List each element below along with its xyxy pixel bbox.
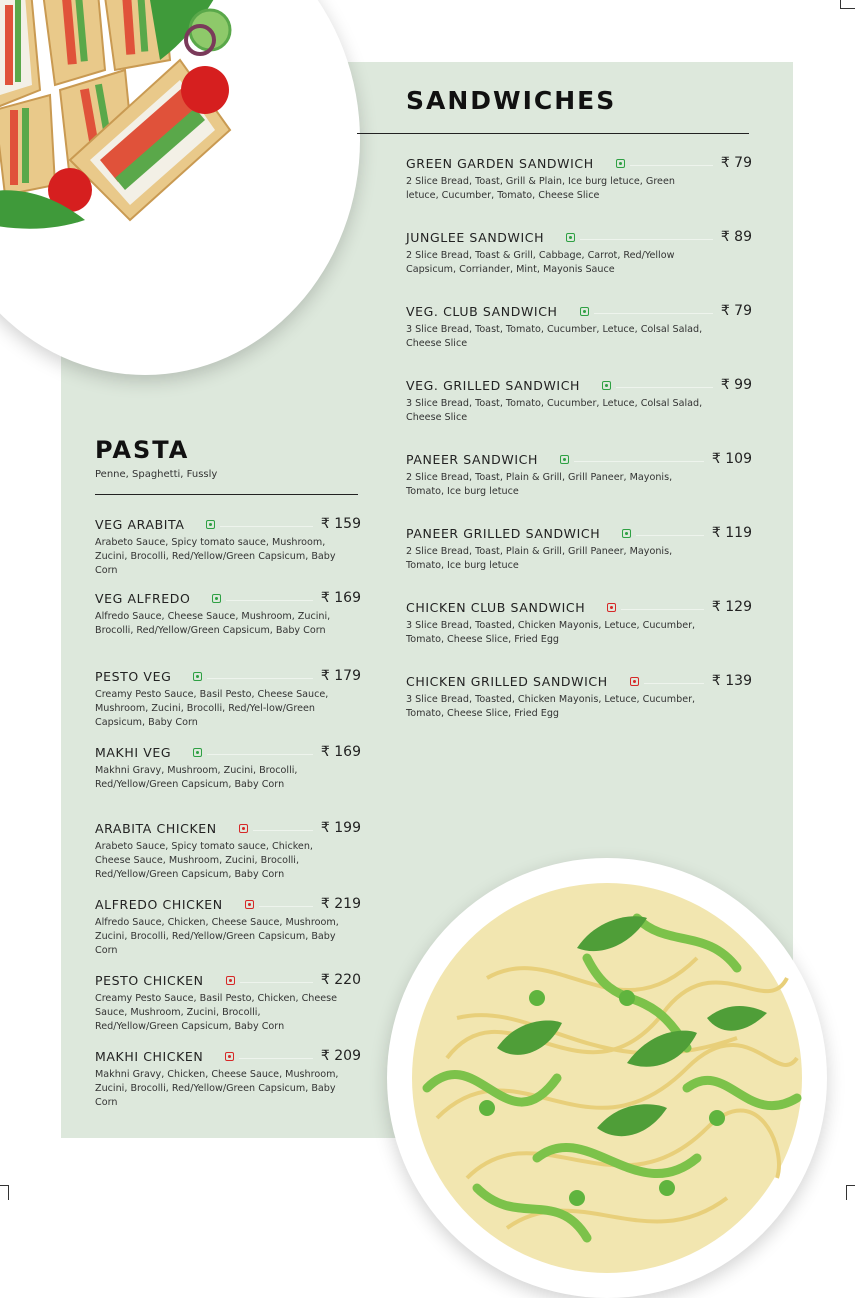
pasta-plate-image: [387, 858, 827, 1298]
menu-item-description: Creamy Pesto Sauce, Basil Pesto, Cheese Sauce, Mushroom, Zucini, Brocolli, Red/Yel-low/Green Capsicum, Baby Corn: [95, 689, 329, 728]
menu-item: [406, 525, 752, 571]
menu-item: [406, 599, 752, 645]
menu-item-description: Alfredo Sauce, Chicken, Cheese Sauce, Mushroom, Zucini, Brocolli, Red/Yellow/Green Capsicum, Baby Corn: [95, 917, 339, 956]
menu-item-description: 3 Slice Bread, Toasted, Chicken Mayonis, Letuce, Cucumber, Tomato, Cheese Slice, Fried Egg: [406, 694, 696, 719]
menu-item-price: ₹ 169: [320, 590, 361, 606]
price-leader-line: [594, 313, 713, 314]
menu-item-name: MAKHI VEG: [95, 745, 172, 760]
menu-item-description: Alfredo Sauce, Cheese Sauce, Mushroom, Zucini, Brocolli, Red/Yellow/Green Capsicum, Baby Corn: [95, 611, 331, 636]
veg-icon: [622, 529, 631, 538]
menu-item-name: GREEN GARDEN SANDWICH: [406, 156, 594, 171]
menu-item-price: ₹ 169: [320, 744, 361, 760]
menu-item: [95, 896, 361, 956]
menu-item-description: Arabeto Sauce, Spicy tomato sauce, Mushroom, Zucini, Brocolli, Red/Yellow/Green Capsicum, Baby Corn: [95, 537, 336, 576]
sandwiches-title: SANDWICHES: [406, 86, 617, 115]
veg-icon: [580, 307, 589, 316]
menu-item-row: [95, 517, 361, 535]
menu-item: [95, 744, 361, 790]
menu-item-description: Makhni Gravy, Mushroom, Zucini, Brocolli, Red/Yellow/Green Capsicum, Baby Corn: [95, 765, 298, 790]
menu-item-name: VEG. CLUB SANDWICH: [406, 304, 558, 319]
menu-item-name: CHICKEN GRILLED SANDWICH: [406, 674, 608, 689]
menu-item: [95, 590, 361, 636]
veg-icon: [212, 594, 221, 603]
sandwich-plate-image: [0, 0, 360, 375]
price-leader-line: [226, 600, 312, 601]
veg-icon: [566, 233, 575, 242]
menu-item-name: CHICKEN CLUB SANDWICH: [406, 600, 586, 615]
menu-item-row: [95, 897, 361, 915]
menu-item-description: 3 Slice Bread, Toast, Tomato, Cucumber, Letuce, Colsal Salad, Cheese Slice: [406, 398, 703, 423]
menu-item-description: Arabeto Sauce, Spicy tomato sauce, Chicken, Cheese Sauce, Mushroom, Zucini, Brocolli, Red/Yellow/Green Capsicum, Baby Corn: [95, 841, 313, 880]
menu-item: [406, 155, 752, 201]
menu-item-price: ₹ 159: [320, 516, 361, 532]
menu-item-description: 2 Slice Bread, Toast, Plain & Grill, Grill Paneer, Mayonis, Tomato, Ice burg letuce: [406, 472, 673, 497]
price-leader-line: [644, 683, 704, 684]
menu-item-price: ₹ 209: [320, 1048, 361, 1064]
menu-item-name: ARABITA CHICKEN: [95, 821, 217, 836]
veg-icon: [616, 159, 625, 168]
menu-item-description: 2 Slice Bread, Toast & Grill, Cabbage, Carrot, Red/Yellow Capsicum, Corriander, Mint, Mayonis Sauce: [406, 250, 675, 275]
price-leader-line: [259, 906, 313, 907]
veg-icon: [560, 455, 569, 464]
menu-item-name: PANEER GRILLED SANDWICH: [406, 526, 601, 541]
menu-item: [406, 673, 752, 719]
menu-item-price: ₹ 99: [720, 377, 752, 393]
menu-item-description: Creamy Pesto Sauce, Basil Pesto, Chicken, Cheese Sauce, Mushroom, Zucini, Brocolli, Red/Yellow/Green Capsicum, Baby Corn: [95, 993, 338, 1032]
menu-item-price: ₹ 89: [720, 229, 752, 245]
menu-item: [406, 451, 752, 497]
crop-mark-bottom-right: [846, 1185, 855, 1200]
menu-item-row: [95, 669, 361, 687]
non-veg-icon: [225, 1052, 234, 1061]
menu-item-price: ₹ 79: [720, 155, 752, 171]
menu-item-name: PESTO CHICKEN: [95, 973, 204, 988]
menu-item-row: [406, 230, 752, 248]
pasta-title: PASTA: [95, 436, 190, 464]
menu-item-row: [95, 821, 361, 839]
non-veg-icon: [239, 824, 248, 833]
price-leader-line: [239, 1058, 313, 1059]
crop-mark-top-right: [840, 0, 855, 9]
menu-item-description: 2 Slice Bread, Toast, Plain & Grill, Grill Paneer, Mayonis, Tomato, Ice burg letuce: [406, 546, 673, 571]
menu-item-row: [95, 591, 361, 609]
menu-item-price: ₹ 199: [320, 820, 361, 836]
menu-item: [95, 668, 361, 728]
menu-item-price: ₹ 220: [320, 972, 361, 988]
pasta-divider: [95, 494, 358, 495]
price-leader-line: [207, 754, 313, 755]
menu-item: [406, 229, 752, 275]
menu-item: [406, 303, 752, 349]
menu-item-price: ₹ 219: [320, 896, 361, 912]
price-leader-line: [636, 535, 704, 536]
menu-item-row: [406, 600, 752, 618]
menu-item-name: JUNGLEE SANDWICH: [406, 230, 545, 245]
menu-item-description: 3 Slice Bread, Toasted, Chicken Mayonis, Letuce, Cucumber, Tomato, Cheese Slice, Fried Egg: [406, 620, 696, 645]
menu-item-name: MAKHI CHICKEN: [95, 1049, 204, 1064]
price-leader-line: [207, 678, 313, 679]
non-veg-icon: [630, 677, 639, 686]
price-leader-line: [240, 982, 313, 983]
menu-item-row: [406, 378, 752, 396]
price-leader-line: [574, 461, 704, 462]
menu-item-price: ₹ 139: [711, 673, 752, 689]
menu-item-row: [95, 973, 361, 991]
menu-item-price: ₹ 109: [711, 451, 752, 467]
non-veg-icon: [245, 900, 254, 909]
pasta-subtitle: Penne, Spaghetti, Fussly: [95, 469, 218, 480]
veg-icon: [193, 748, 202, 757]
menu-item-price: ₹ 79: [720, 303, 752, 319]
non-veg-icon: [226, 976, 235, 985]
menu-item-name: VEG ARABITA: [95, 517, 185, 532]
menu-item: [95, 516, 361, 576]
menu-item: [95, 972, 361, 1032]
menu-item-name: VEG. GRILLED SANDWICH: [406, 378, 581, 393]
menu-item-description: Makhni Gravy, Chicken, Cheese Sauce, Mushroom, Zucini, Brocolli, Red/Yellow/Green Capsicum, Baby Corn: [95, 1069, 339, 1108]
menu-item-description: 3 Slice Bread, Toast, Tomato, Cucumber, Letuce, Colsal Salad, Cheese Slice: [406, 324, 703, 349]
veg-icon: [206, 520, 215, 529]
menu-item-description: 2 Slice Bread, Toast, Grill & Plain, Ice burg letuce, Green letuce, Cucumber, Tomato, Cheese Slice: [406, 176, 675, 201]
veg-icon: [193, 672, 202, 681]
price-leader-line: [630, 165, 713, 166]
crop-mark-bottom-left: [0, 1185, 9, 1200]
menu-item: [95, 1048, 361, 1108]
sandwiches-divider: [357, 133, 749, 134]
menu-item-row: [406, 452, 752, 470]
price-leader-line: [220, 526, 312, 527]
menu-item-price: ₹ 179: [320, 668, 361, 684]
menu-item-row: [406, 304, 752, 322]
price-leader-line: [621, 609, 704, 610]
menu-item-price: ₹ 119: [711, 525, 752, 541]
menu-item-name: VEG ALFREDO: [95, 591, 191, 606]
menu-item-row: [406, 526, 752, 544]
menu-item-row: [95, 745, 361, 763]
menu-item-name: ALFREDO CHICKEN: [95, 897, 223, 912]
menu-item-name: PANEER SANDWICH: [406, 452, 538, 467]
menu-item-row: [95, 1049, 361, 1067]
price-leader-line: [580, 239, 713, 240]
menu-item-row: [406, 674, 752, 692]
menu-item-row: [406, 156, 752, 174]
menu-item: [406, 377, 752, 423]
veg-icon: [602, 381, 611, 390]
price-leader-line: [253, 830, 313, 831]
menu-item-name: PESTO VEG: [95, 669, 172, 684]
menu-item-price: ₹ 129: [711, 599, 752, 615]
menu-item: [95, 820, 361, 880]
non-veg-icon: [607, 603, 616, 612]
price-leader-line: [616, 387, 713, 388]
